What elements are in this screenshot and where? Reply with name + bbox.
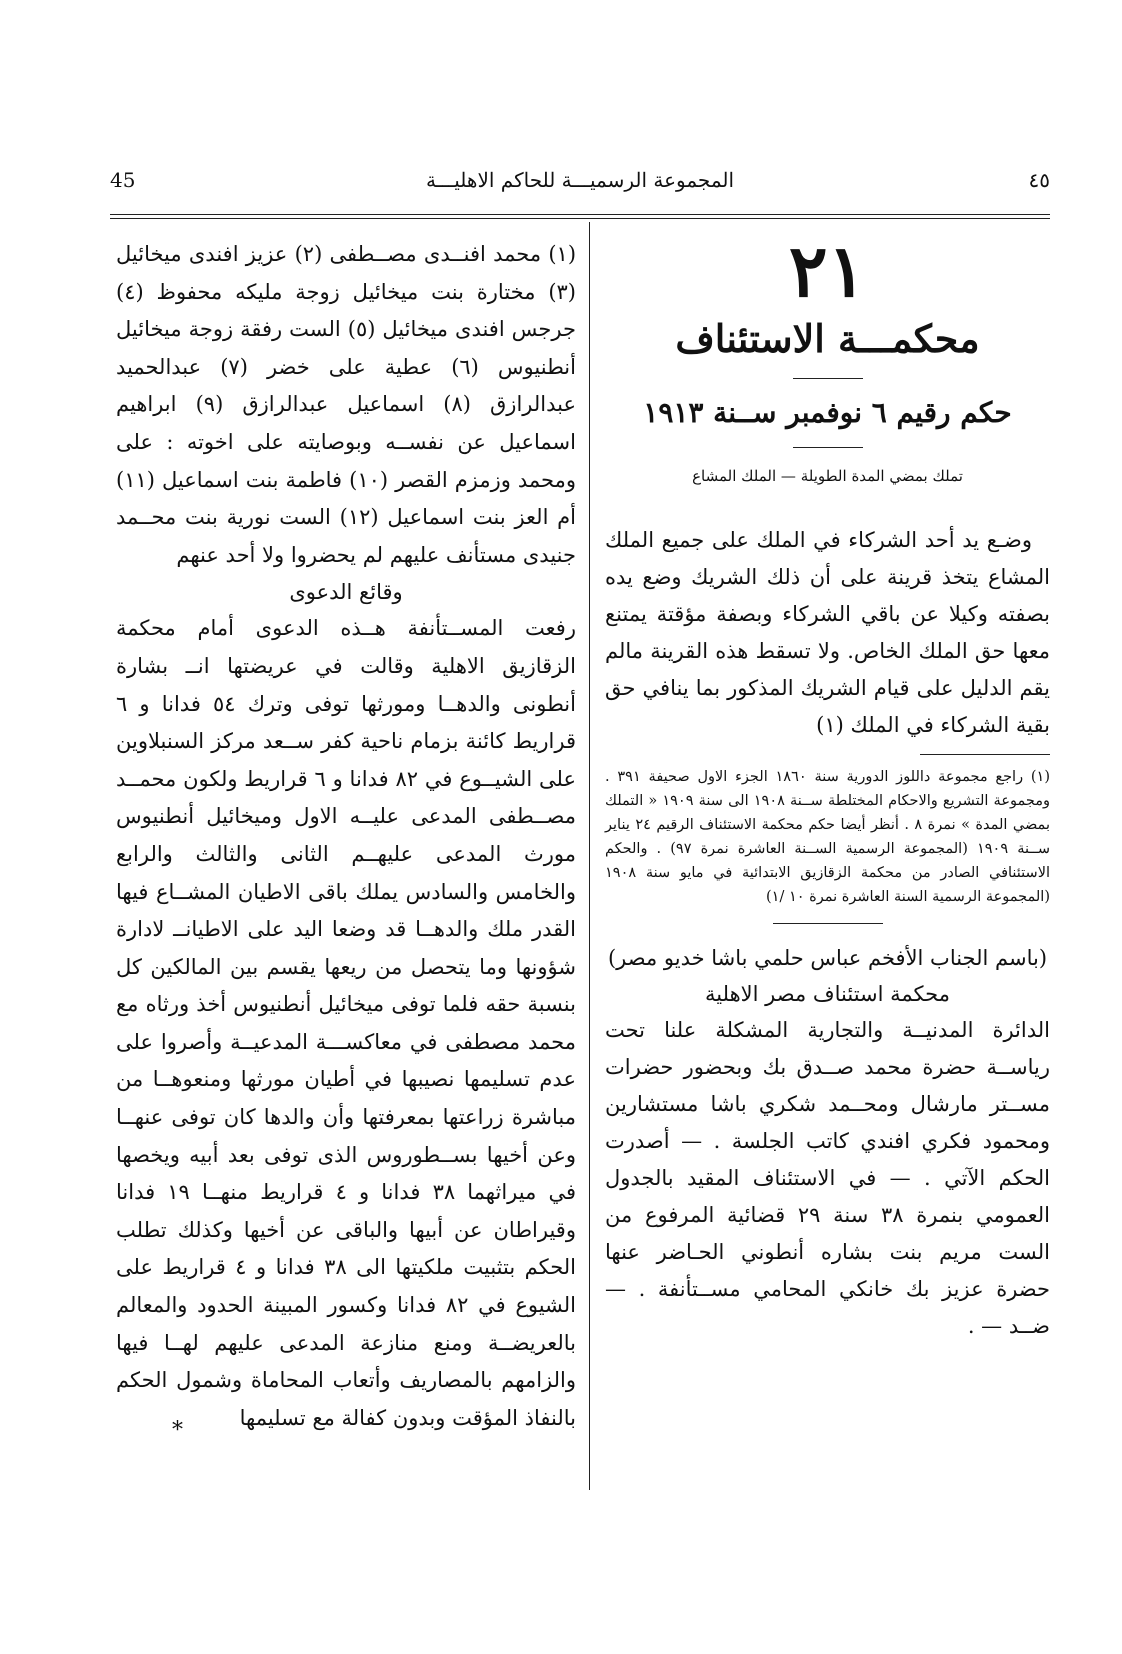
preamble-in-name: (باسم الجناب الأفخم عباس حلمي باشا خديو مصر) <box>607 946 1048 970</box>
bottom-asterisk: * <box>172 1418 183 1443</box>
divider <box>793 447 863 448</box>
right-column <box>605 222 1050 1345</box>
preamble-text: الدائرة المدنيــة والتجارية المشكلة علنا تحت رياســة حضرة محمد صــدق بك وبحضور حضرات مســتر مارشال ومحــمد شكري باشا مستشارين ومحمود فكري افندي كاتب الجلسة . — أصدرت الحكم الآتي . — في الاستئناف المقيد بالجدول العمومي بنمرة ٣٨ سنة ٢٩ قضائية المرفوع من الست مريم بنت بشاره أنطوني الحـاضر عنها حضرة عزيز بك خانكي المحامي مســتأنفة . — ضــد — . <box>605 1018 1050 1338</box>
page-number-arabic: ٤٥ <box>1028 168 1050 192</box>
parties-list: (١) محمد افنــدى مصــطفى (٢) عزيز افندى ميخائيل (٣) مختارة بنت ميخائيل زوجة مليكه محفوظ (٤) جرجس افندى ميخائيل (٥) الست رفقة زوجة ميخائيل أنطنيوس (٦) عطية على خضر (٧) عبدالحميد عبدالرازق (٨) اسماعيل عبدالرازق (٩) ابراهيم اسماعيل عن نفســه وبوصايته على اخوته : على ومحمد وزمزم القصر (١٠) فاطمة بنت اسماعيل (١١) أم العز بنت اسماعيل (١٢) الست نورية بنت محــمد جنيدى مستأنف عليهم لم يحضروا ولا أحد عنهم <box>116 242 577 567</box>
case-number: ٢١ <box>788 228 867 313</box>
holding-paragraph: وضـع يد أحد الشركاء في الملك على جميع الملك المشاع يتخذ قرينة على أن ذلك الشريك وضع يده بصفته وكيلا عن باقي الشركاء وبصفة مؤقتة يمتنع معها حق الملك الخاص. ولا تسقط هذه القرينة مالم يقم الدليل على قيام الشريك المذكور بما ينافي حق بقية الشركاء في الملك (١) <box>605 528 1050 737</box>
running-title: المجموعة الرسميـــة للحاكم الاهليـــة <box>425 168 735 192</box>
footnote: (١) راجع مجموعة داللوز الدورية سنة ١٨٦٠ الجزء الاول صحيفة ٣٩١ . ومجموعة التشريع والاحكام المختلطة ســنة ١٩٠٨ الى سنة ١٩٠٩ « التملك بمضي المدة » نمرة ٨ . أنظر أيضا حكم محكمة الاستئناف الرقيم ٢٤ يناير ســنة ١٩٠٩ (المجموعة الرسمية الســنة العاشرة نمرة ٩٧) . والحكم الاستئنافي الصادر من محكمة الزقازيق الابتدائية في مايو سنة ١٩٠٨ (المجموعة الرسمية السنة العاشرة نمرة ١٠ /١) <box>605 769 1051 905</box>
court-title: محكمـــة الاستئناف <box>675 316 980 361</box>
divider <box>793 378 863 379</box>
header-rule <box>110 214 1050 215</box>
divider <box>773 923 883 924</box>
preamble-court-name: محكمة استئناف مصر الاهلية <box>705 982 950 1006</box>
footnote-rule <box>920 754 1050 755</box>
left-column <box>116 236 576 1437</box>
facts-text: رفعت المســتأنفة هــذه الدعوى أمام محكمة الزقازيق الاهلية وقالت في عريضتها انــ بشارة أنطونى والدهــا ومورثها توفى وترك ٥٤ فدانا و ٦ قراريط كائنة بزمام ناحية كفر ســعد مركز السنبلاوين على الشيــوع في ٨٢ فدانا و ٦ قراريط ولكون محمــد مصــطفى المدعى عليــه الاول وميخائيل أنطنيوس مورث المدعى عليهــم الثانى والثالث والرابع والخامس والسادس يملك باقى الاطيان المشــاع فيها القدر ملك والدهــا قد وضعا اليد على الاطيانــ لادارة شؤونها وما يتحصل من ريعها يقسم بين المالكين كل بنسبة حقه فلما توفى ميخائيل أنطنيوس أخذ ورثاه مع محمد مصطفى في معاكســـة المدعيــة وأصروا على عدم تسليمها نصيبها في أطيان مورثها ومنعوهــا من مباشرة زراعتها بمعرفتها وأن والدها كان توفى عنهــا وعن أخيها بســطوروس الذى توفى بعد أبيه ويخصها في ميراثهما ٣٨ فدانا و ٤ قراريط منهــا ١٩ فدانا وقيراطان عن أبيها والباقى عن أخيها وكذلك تطلب الحكم بتثبيت ملكيتها الى ٣٨ فدانا و ٤ قراريط على الشيوع في ٨٢ فدانا وكسور المبينة الحدود والمعالم بالعريضــة ومنع منازعة المدعى عليهم لهــا فيها والزامهم بالمصاريف وأتعاب المحاماة وشمول الحكم بالنفاذ المؤقت وبدون كفالة مع تسليمها <box>116 616 577 1430</box>
running-header <box>110 168 1050 202</box>
page-number-latin: 45 <box>110 168 136 192</box>
judgment-date: حكم رقيم ٦ نوفمبر ســنة ١٩١٣ <box>643 396 1012 429</box>
header-rule-double <box>110 218 1050 219</box>
subject-line: تملك بمضي المدة الطويلة — الملك المشاع <box>692 467 963 485</box>
column-divider <box>589 222 590 1490</box>
facts-heading: وقائع الدعوى <box>289 580 403 605</box>
